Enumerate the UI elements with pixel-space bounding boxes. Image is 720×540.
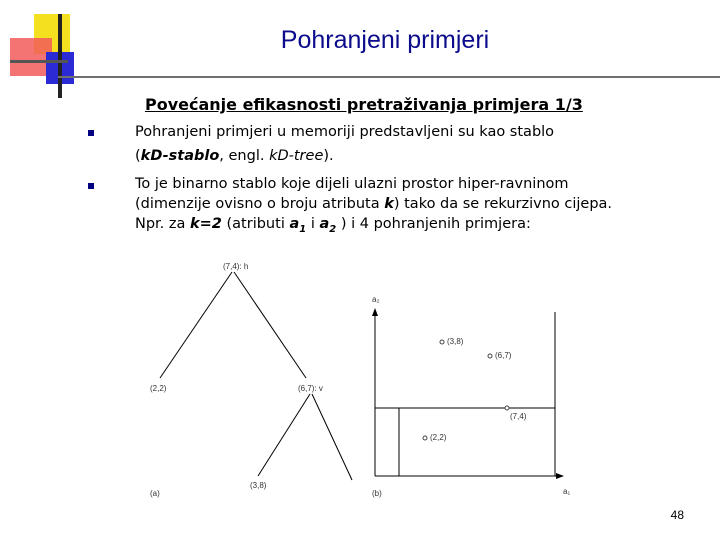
point-3-8-label: (3,8): [447, 337, 464, 346]
plane-x-axis-label: a₁: [563, 487, 571, 496]
tree-edge-root-right: [234, 272, 306, 378]
logo-red-square: [10, 38, 52, 76]
attribute-a2: $a_2$: [319, 216, 337, 235]
bullet-1-close: ).: [323, 148, 334, 164]
attribute-a1: $a_1$: [289, 216, 307, 235]
point-7-4: [505, 406, 509, 410]
page-number: 48: [670, 508, 684, 522]
plane-y-arrow: [372, 308, 378, 316]
tree-caption: (a): [150, 489, 160, 498]
bullet-2-line-3c: ) i 4 pohranjenih primjera:: [336, 216, 531, 232]
subscript-2: 2: [329, 223, 337, 235]
point-2-2: [423, 436, 427, 440]
bullet-2-line-2b: ) tako da se rekurzivno cijepa.: [393, 196, 613, 212]
bullet-1-open-paren: (: [135, 148, 141, 164]
bullet-1-text: [135, 122, 695, 166]
bullet-marker-1: [88, 130, 94, 136]
tree-edge-root-left: [160, 272, 232, 378]
bullet-2-line-3b: (atributi: [221, 216, 290, 232]
slide-title: Pohranjeni primjeri: [280, 26, 490, 54]
logo-vertical-bar: [58, 14, 62, 98]
bullet-2-line-2a: (dimenzije ovisno o broju atributa: [135, 196, 385, 212]
kd-stablo-term: kD-stablo: [140, 148, 220, 164]
k-equals-2: k=2: [190, 216, 222, 232]
tree-right-label: (6,7): v: [298, 384, 323, 393]
plane-y-axis-label: a₂: [372, 295, 380, 304]
subscript-1: 1: [299, 223, 307, 235]
slide-subtitle: Povećanje efikasnosti pretraživanja primjera 1/3: [145, 95, 583, 114]
corner-logo: [0, 0, 100, 100]
bullet-2-line-3: [135, 214, 695, 240]
plane-caption: (b): [372, 489, 382, 498]
tree-root-label: (7,4): h: [223, 262, 249, 271]
k-variable: k: [384, 196, 394, 212]
title-divider: [58, 76, 720, 78]
tree-right-child-label: (3,8): [250, 481, 267, 490]
point-6-7-label: (6,7): [495, 351, 512, 360]
bullet-2-line-3a: Npr. za: [135, 216, 191, 232]
plane-x-arrow: [556, 473, 564, 479]
bullet-1-line-1: Pohranjeni primjeri u memoriji predstavljeni su kao stablo: [135, 124, 555, 140]
bullet-1-line-2: [135, 146, 695, 166]
bullet-marker-2: [88, 183, 94, 189]
tree-edge-right-stub: [312, 394, 352, 480]
bullet-2-and: i: [306, 216, 320, 232]
bullet-2-text: [135, 174, 695, 240]
tree-edge-right-child: [258, 394, 310, 476]
point-3-8: [440, 340, 444, 344]
point-2-2-label: (2,2): [430, 433, 447, 442]
kd-tree-term: kD-tree: [269, 148, 324, 164]
bullet-2-line-2: [135, 194, 695, 214]
logo-horizontal-bar: [10, 60, 68, 63]
point-6-7: [488, 354, 492, 358]
tree-left-label: (2,2): [150, 384, 167, 393]
point-7-4-label: (7,4): [510, 412, 527, 421]
bullet-2-line-1: To je binarno stablo koje dijeli ulazni prostor hiper-ravninom: [135, 176, 569, 192]
kd-tree-figure: [0, 250, 720, 510]
bullet-1-engl: , engl.: [219, 148, 270, 164]
